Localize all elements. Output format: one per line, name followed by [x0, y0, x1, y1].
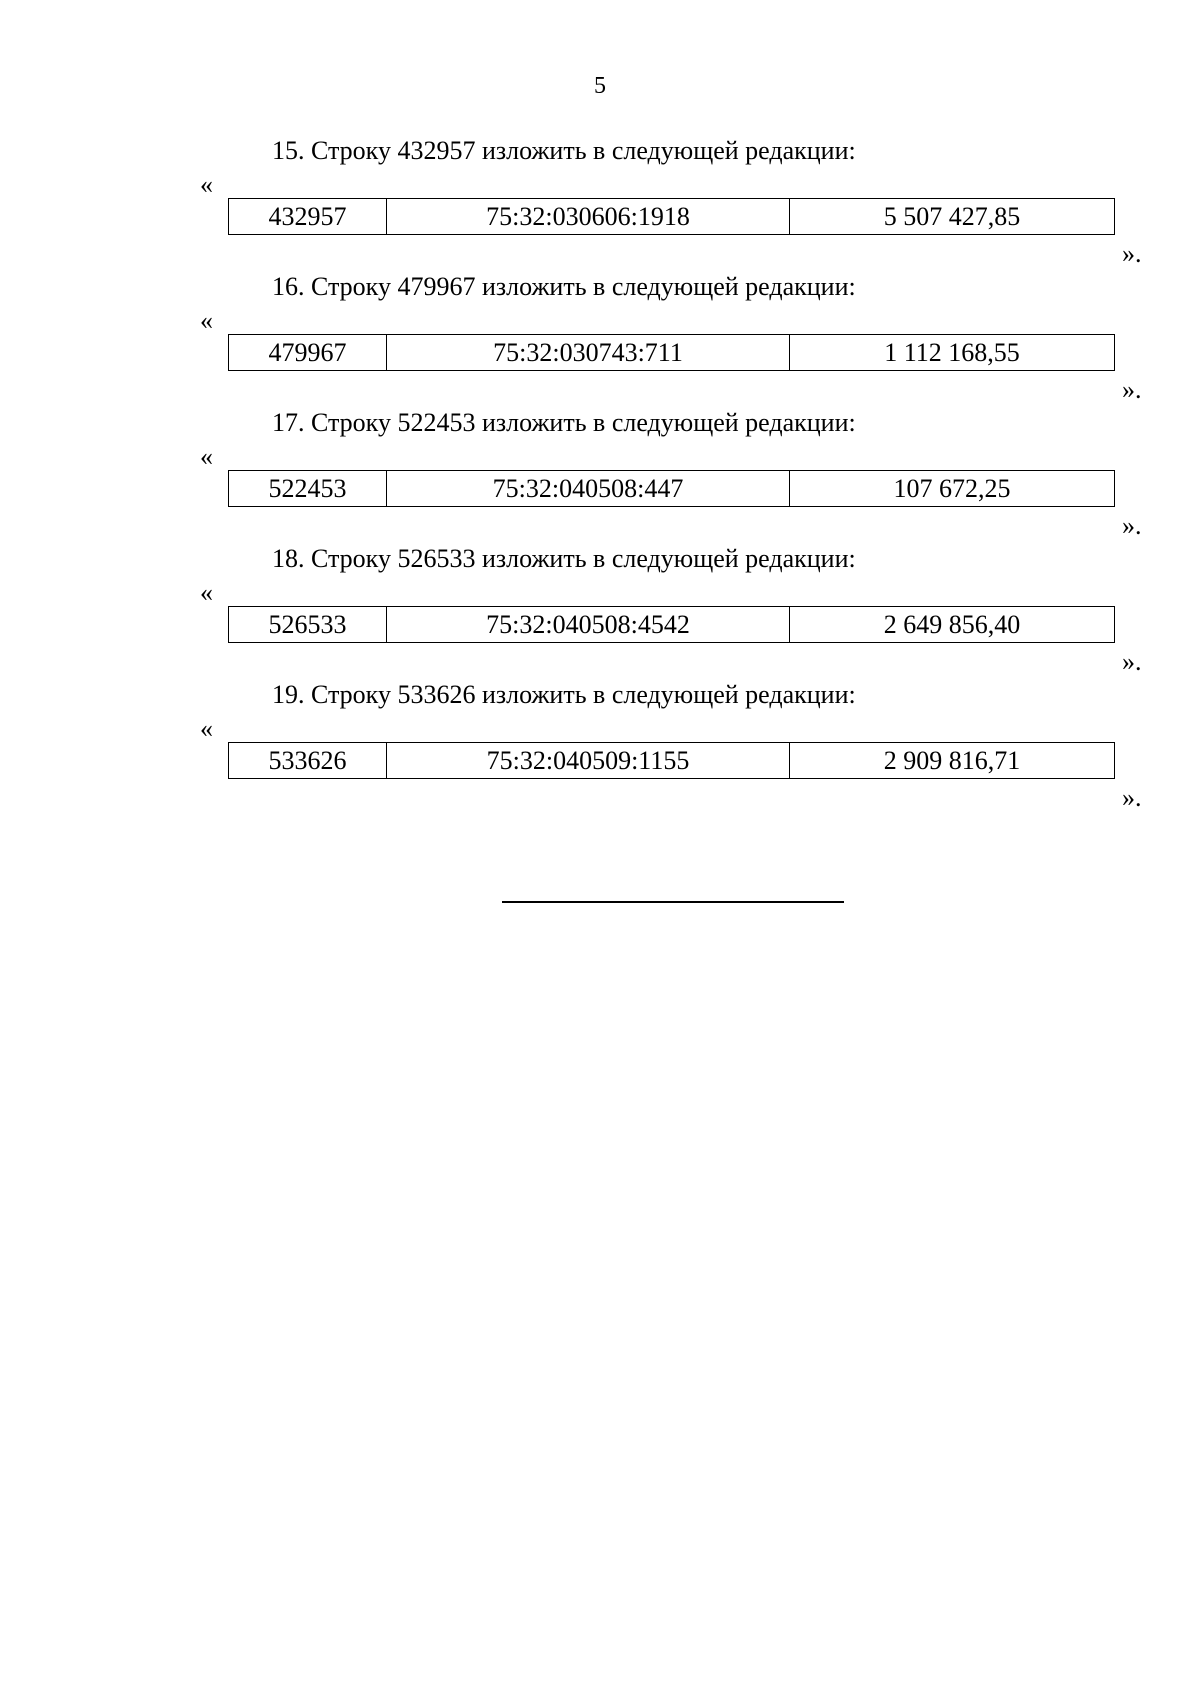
opening-quote: « — [200, 442, 213, 471]
amendment-heading: 16. Строку 479967 изложить в следующей редакции: — [272, 272, 856, 301]
table-row — [229, 743, 1115, 779]
amendment-heading: 18. Строку 526533 изложить в следующей редакции: — [272, 544, 856, 573]
end-of-document-rule — [502, 901, 844, 903]
cadastral-number-cell: 75:32:030743:711 — [387, 335, 790, 371]
row-number-cell: 526533 — [229, 607, 387, 643]
amendment-item-15 — [0, 136, 1200, 272]
amendment-item-17 — [0, 408, 1200, 544]
opening-quote: « — [200, 714, 213, 743]
row-number-cell: 522453 — [229, 471, 387, 507]
value-cell: 2 909 816,71 — [790, 743, 1115, 779]
cadastral-number-cell: 75:32:040508:447 — [387, 471, 790, 507]
table-row — [229, 335, 1115, 371]
row-number-cell: 432957 — [229, 199, 387, 235]
opening-quote: « — [200, 306, 213, 335]
closing-quote: ». — [1122, 647, 1142, 676]
replacement-row-table — [228, 198, 1115, 235]
amendment-heading: 19. Строку 533626 изложить в следующей редакции: — [272, 680, 856, 709]
replacement-row-table — [228, 742, 1115, 779]
closing-quote: ». — [1122, 511, 1142, 540]
replacement-row-table — [228, 334, 1115, 371]
row-number-cell: 533626 — [229, 743, 387, 779]
amendment-item-16 — [0, 272, 1200, 408]
replacement-row-table — [228, 470, 1115, 507]
closing-quote: ». — [1122, 375, 1142, 404]
value-cell: 5 507 427,85 — [790, 199, 1115, 235]
amendment-item-18 — [0, 544, 1200, 680]
amendment-heading: 17. Строку 522453 изложить в следующей редакции: — [272, 408, 856, 437]
value-cell: 1 112 168,55 — [790, 335, 1115, 371]
amendment-item-19 — [0, 680, 1200, 816]
table-row — [229, 471, 1115, 507]
cadastral-number-cell: 75:32:040508:4542 — [387, 607, 790, 643]
opening-quote: « — [200, 578, 213, 607]
amendment-heading: 15. Строку 432957 изложить в следующей редакции: — [272, 136, 856, 165]
table-row — [229, 607, 1115, 643]
value-cell: 107 672,25 — [790, 471, 1115, 507]
cadastral-number-cell: 75:32:040509:1155 — [387, 743, 790, 779]
opening-quote: « — [200, 170, 213, 199]
page-number: 5 — [594, 73, 606, 99]
closing-quote: ». — [1122, 783, 1142, 812]
value-cell: 2 649 856,40 — [790, 607, 1115, 643]
closing-quote: ». — [1122, 239, 1142, 268]
row-number-cell: 479967 — [229, 335, 387, 371]
replacement-row-table — [228, 606, 1115, 643]
table-row — [229, 199, 1115, 235]
cadastral-number-cell: 75:32:030606:1918 — [387, 199, 790, 235]
